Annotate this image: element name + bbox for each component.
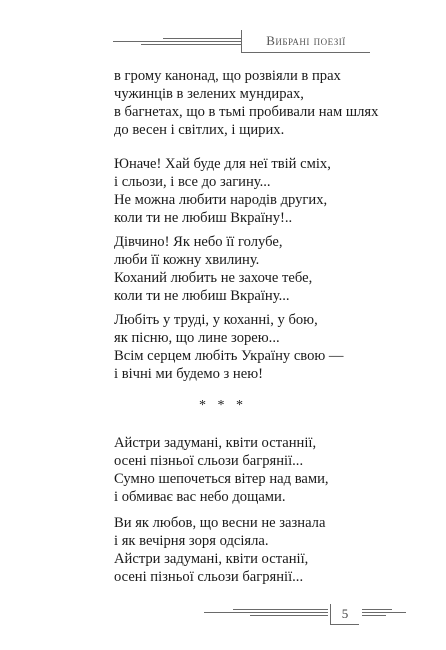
- verse-line: Ви як любов, що весни не зазнала: [114, 515, 326, 531]
- header-rule-line: [163, 38, 241, 39]
- section-separator: * * *: [199, 398, 247, 413]
- verse-line: і обмиває вас небо дощами.: [114, 489, 286, 505]
- footer-rule-line: [362, 615, 386, 616]
- verse-line: Юначе! Хай буде для неї твій сміх,: [114, 156, 331, 172]
- verse-line: як пісню, що лине зорею...: [114, 330, 280, 346]
- poem2-stanza-2: [114, 514, 325, 586]
- header-rule-line: [113, 41, 241, 42]
- footer-decorative-rules-left: [204, 608, 328, 618]
- verse-line: і вічні ми будемо з нею!: [114, 366, 263, 382]
- footer-rule-line: [362, 612, 406, 613]
- verse-line: осені пізньої сльози багрянії...: [114, 569, 304, 585]
- poem1-stanza-3: [114, 233, 312, 305]
- page-number: 5: [330, 604, 359, 625]
- poem1-stanza-1: [114, 67, 378, 139]
- poem1-stanza-2: [114, 155, 331, 227]
- poem2-stanza-1: [114, 434, 329, 506]
- verse-line: і сльози, і все до загину...: [114, 174, 271, 190]
- header-rule-line: [141, 44, 241, 45]
- footer-rule-line: [362, 609, 392, 610]
- verse-line: люби її кожну хвилину.: [114, 252, 260, 268]
- verse-line: в грому канонад, що розвіяли в прах: [114, 68, 341, 84]
- verse-line: коли ти не любиш Вкраїну...: [114, 288, 290, 304]
- verse-line: Сумно шепочеться вітер над вами,: [114, 471, 329, 487]
- footer-decorative-rules-right: [362, 608, 406, 618]
- verse-line: Коханий любить не захоче тебе,: [114, 270, 313, 286]
- verse-line: осені пізньої сльози багрянії...: [114, 453, 304, 469]
- poem1-stanza-4: [114, 311, 344, 383]
- verse-line: Айстри задумані, квіти останії,: [114, 551, 309, 567]
- verse-line: і як вечірня зоря одсіяла.: [114, 533, 269, 549]
- footer-rule-line: [233, 609, 328, 610]
- verse-line: коли ти не любиш Вкраїну!..: [114, 210, 293, 226]
- verse-line: до весен і світлих, і щирих.: [114, 122, 285, 138]
- verse-line: Любіть у труді, у коханні, у бою,: [114, 312, 318, 328]
- page-footer: [204, 604, 406, 628]
- running-header: [113, 30, 388, 54]
- verse-line: Дівчино! Як небо її голубе,: [114, 234, 283, 250]
- footer-rule-line: [250, 615, 328, 616]
- verse-line: в багнетах, що в тьмі пробивали нам шлях: [114, 104, 379, 120]
- verse-line: Не можна любити народів других,: [114, 192, 328, 208]
- verse-line: Всім серцем любіть Україну свою —: [114, 348, 344, 364]
- running-title: Вибрані поезії: [241, 30, 370, 53]
- verse-line: чужинців в зелених мундирах,: [114, 86, 304, 102]
- verse-line: Айстри задумані, квіти останнії,: [114, 435, 317, 451]
- footer-rule-line: [204, 612, 328, 613]
- header-decorative-rules: [113, 37, 241, 47]
